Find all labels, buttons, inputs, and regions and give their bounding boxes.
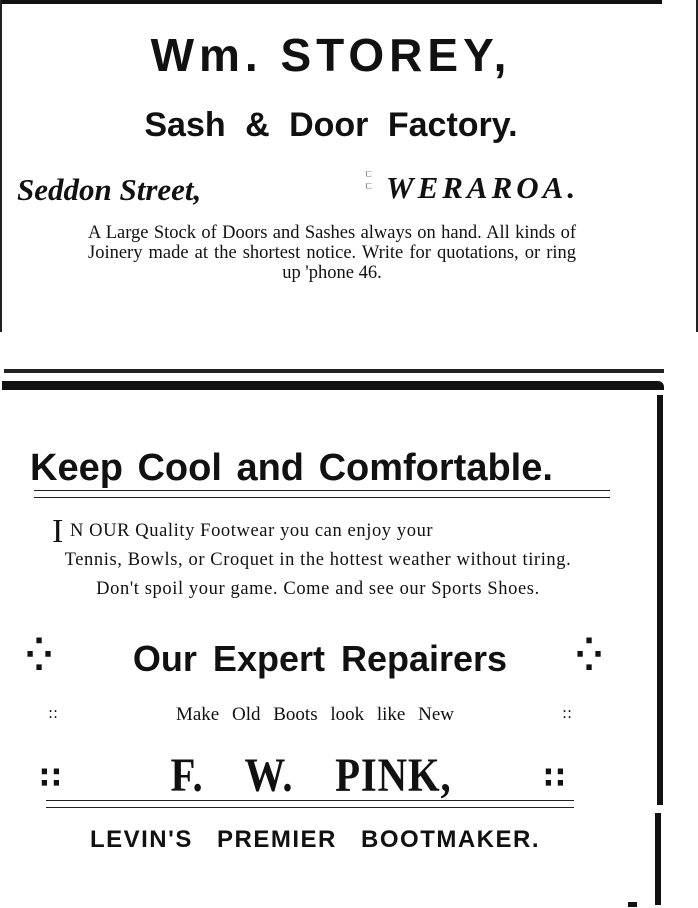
footwear-body-rest: Tennis, Bowls, or Croquet in the hottest weather without tiring. Don't spoil your game. Come and see our Sports Shoes.: [64, 550, 572, 599]
storey-name-heading: Wm. STOREY,: [150, 29, 512, 81]
storey-body-text: A Large Stock of Doors and Sashes always on hand. All kinds of Joinery made at the shortest notice. Write for quotations, or ring up 'phone 46.: [88, 223, 576, 283]
ornament-right-name: ∷: [544, 761, 565, 796]
right-border-bar: [657, 395, 663, 805]
corner-mark: [628, 902, 637, 907]
right-border-bar-lower: [655, 813, 661, 905]
footwear-body-text: [52, 513, 584, 604]
proprietor-name: F. W. PINK,: [170, 749, 452, 802]
print-mark: ㄷ ㄷ: [364, 170, 374, 193]
drop-cap: I: [52, 513, 64, 550]
double-rule-headline: [34, 490, 610, 498]
separator-rule-thin: [4, 369, 664, 373]
street-address: Seddon Street,: [17, 172, 202, 207]
ornament-left-tagline: ::: [48, 704, 59, 722]
town-name: WERAROA.: [386, 170, 580, 205]
factory-heading: Sash & Door Factory.: [144, 106, 518, 144]
double-rule-name: [46, 800, 574, 808]
bootmaker-descriptor: LEVIN'S PREMIER BOOTMAKER.: [89, 826, 541, 853]
ornament-left-name: ∷: [40, 761, 61, 796]
separator-rule-thick: [2, 381, 664, 390]
repairers-tagline: Make Old Boots look like New: [175, 704, 454, 725]
footwear-body-line1: N OUR Quality Footwear you can enjoy your: [70, 521, 434, 541]
repairers-heading: Our Expert Repairers: [132, 638, 508, 679]
ornament-right-tagline: ::: [562, 704, 573, 722]
storey-advertisement: [0, 0, 662, 332]
ornament-right-repairers: ⁛: [576, 638, 603, 673]
ornament-left-repairers: ⁛: [26, 638, 53, 673]
cool-headline: Keep Cool and Comfortable.: [30, 447, 553, 489]
top-border-rule: [0, 0, 662, 4]
